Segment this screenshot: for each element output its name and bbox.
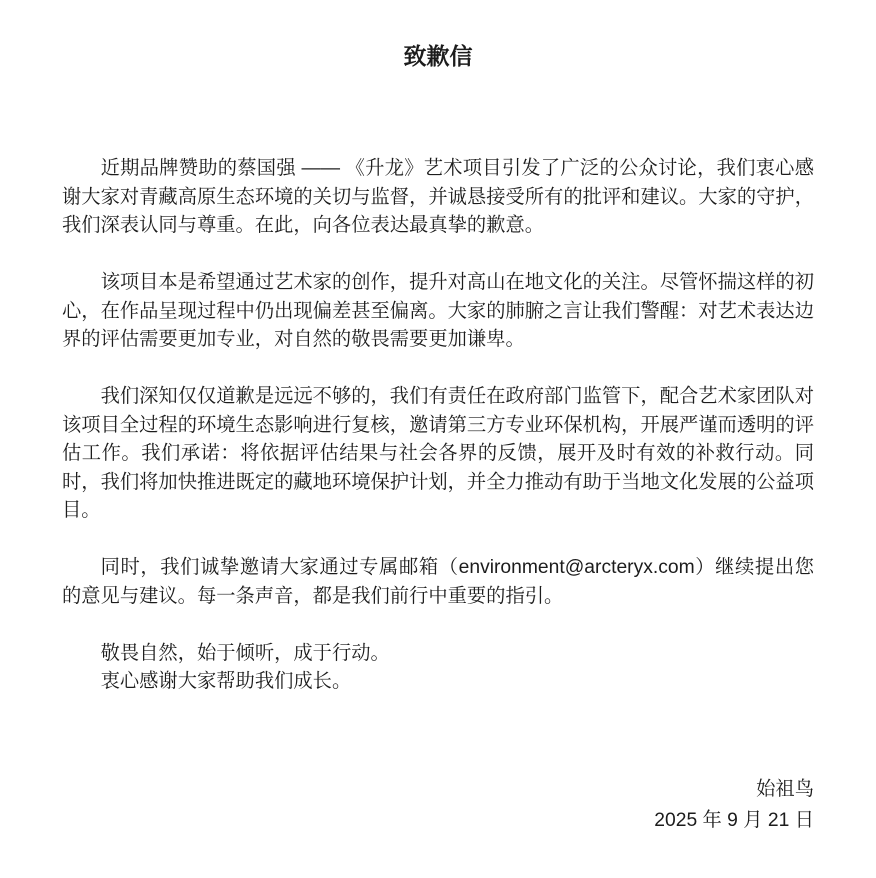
paragraph-contact: 同时，我们诚挚邀请大家通过专属邮箱（environment@arcteryx.com）继续提出您的意见与建议。每一条声音，都是我们前行中重要的指引。 bbox=[62, 557, 814, 607]
paragraph-intro: 近期品牌赞助的蔡国强 —— 《升龙》艺术项目引发了广泛的公众讨论，我们衷心感谢大家对青藏高原生态环境的关切与监督，并诚恳接受所有的批评和建议。大家的守护，我们深表认同与尊重。在此，向各位表达最真挚的歉意。 bbox=[62, 158, 814, 236]
paragraph-reflection: 该项目本是希望通过艺术家的创作，提升对高山在地文化的关注。尽管怀揣这样的初心，在作品呈现过程中仍出现偏差甚至偏离。大家的肺腑之言让我们警醒：对艺术表达边界的评估需要更加专业，对自然的敬畏需要更加谦卑。 bbox=[62, 272, 814, 350]
paragraph-remedy: 我们深知仅仅道歉是远远不够的，我们有责任在政府部门监管下，配合艺术家团队对该项目全过程的环境生态影响进行复核，邀请第三方专业环保机构，开展严谨而透明的评估工作。我们承诺：将依据评估结果与社会各界的反馈，展开及时有效的补救行动。同时，我们将加快推进既定的藏地环境保护计划，并全力推动有助于当地文化发展的公益项目。 bbox=[62, 386, 814, 521]
closing-line-thanks: 衷心感谢大家帮助我们成长。 bbox=[100, 671, 352, 692]
letter-body bbox=[62, 155, 814, 697]
signature-date: 2025 年 9 月 21 日 bbox=[654, 810, 814, 831]
page-title: 致歉信 bbox=[403, 43, 473, 69]
closing-line-motto: 敬畏自然，始于倾听，成于行动。 bbox=[100, 642, 390, 664]
signature-block bbox=[62, 776, 814, 836]
signature-name: 始祖鸟 bbox=[756, 778, 814, 800]
